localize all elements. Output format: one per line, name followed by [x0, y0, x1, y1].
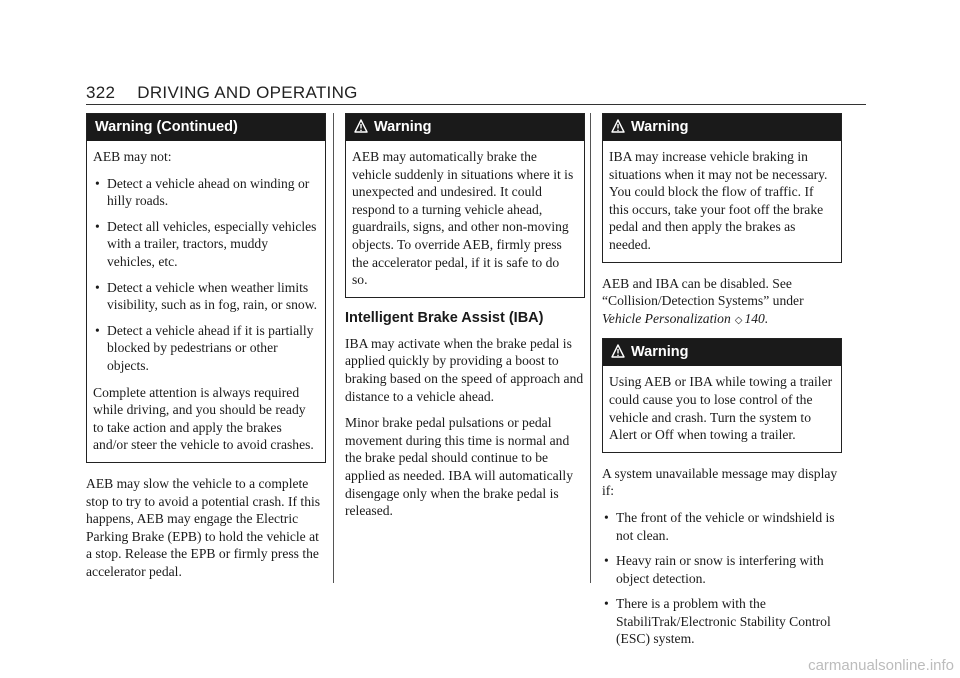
- column-2: [345, 113, 585, 529]
- unavailable-paragraph: A system unavailable message may display if:: [602, 465, 838, 499]
- list-item: • Detect a vehicle ahead if it is partially blocked by pedestrians or other objects.: [93, 322, 319, 375]
- warning-continued-box: [86, 113, 326, 463]
- list-item: • Heavy rain or snow is interfering with object detection.: [602, 552, 842, 587]
- warning-text: IBA may increase vehicle braking in situations when it may not be necessary. You could block the flow of traffic. If this occurs, take your foot off the brake pedal and then apply the brakes as needed.: [609, 149, 828, 252]
- column-divider: [333, 113, 334, 583]
- section-title: DRIVING AND OPERATING: [137, 83, 358, 102]
- warning-header: [603, 339, 841, 366]
- warning-continued-title: Warning (Continued): [95, 119, 238, 135]
- iba-paragraph: IBA may activate when the brake pedal is applied quickly by providing a boost to braking based on the speed of approach and distance to a vehicle ahead.: [345, 335, 584, 404]
- warning-text: AEB may automatically brake the vehicle suddenly in situations where it is unexpected and undesired. It could respond to a turning vehicle ahead, guardrails, signs, and other non-moving objects. To override AEB, firmly press the accelerator pedal, if it is safe to do so.: [352, 149, 574, 288]
- column-divider: [590, 113, 591, 583]
- warning-body: [603, 141, 841, 262]
- disable-paragraph: [602, 275, 842, 330]
- iba-pulsation-paragraph: Minor brake pedal pulsations or pedal movement during this time is normal and the brake pedal should continue to be applied as needed. IBA will automatically disengage only when the brake pedal is released.: [345, 415, 574, 519]
- page-reference[interactable]: 140: [744, 310, 765, 326]
- warning-title: Warning: [631, 344, 689, 361]
- unavailable-list: [602, 509, 842, 648]
- list-item: • There is a problem with the StabiliTrak/Electronic Stability Control (ESC) system.: [602, 595, 842, 648]
- warning-title: Warning: [374, 119, 432, 135]
- column-3: [602, 113, 842, 657]
- warning-body: [603, 366, 841, 451]
- warning-icon: [354, 119, 368, 133]
- header-rule: [86, 104, 866, 105]
- list-item: • Detect a vehicle ahead on winding or hilly roads.: [93, 175, 319, 210]
- warning-closing: Complete attention is always required while driving, and you should be ready to take action and apply the brakes and/or steer the vehicle to avoid crashes.: [93, 384, 314, 453]
- page-number: 322: [86, 83, 116, 102]
- disable-text: AEB and IBA can be disabled. See “Collision/Detection Systems” under: [602, 275, 804, 309]
- page-header: [86, 83, 358, 103]
- page-reference-icon: ◇: [734, 314, 743, 326]
- warning-continued-body: [87, 141, 325, 462]
- warning-header: [346, 114, 584, 141]
- section-heading: Intelligent Brake Assist (IBA): [345, 309, 544, 326]
- list-item: • The front of the vehicle or windshield is not clean.: [602, 509, 842, 544]
- column-1: [86, 113, 326, 589]
- aeb-stop-paragraph: AEB may slow the vehicle to a complete stop to try to avoid a potential crash. If this happens, AEB may engage the Electric Parking Brake (EPB) to hold the vehicle at a stop. Release the EPB or firmly press the accelerator pedal.: [86, 475, 321, 579]
- warning-icon: [611, 344, 625, 358]
- warning-box: [602, 113, 842, 263]
- warning-text: Using AEB or IBA while towing a trailer could cause you to lose control of the vehicle and crash. Turn the system to Alert or Off when towing a trailer.: [609, 374, 833, 443]
- vehicle-personalization-link[interactable]: Vehicle Personalization: [602, 310, 731, 326]
- warning-intro: AEB may not:: [93, 149, 172, 164]
- list-item: • Detect a vehicle when weather limits visibility, such as in fog, rain, or snow.: [93, 279, 319, 314]
- aeb-limitations-list: [93, 175, 319, 375]
- warning-box: [602, 338, 842, 452]
- watermark: carmanualsonline.info: [808, 657, 954, 674]
- warning-continued-header: [87, 114, 325, 141]
- warning-body: [346, 141, 584, 297]
- warning-box: [345, 113, 585, 298]
- warning-header: [603, 114, 841, 141]
- warning-icon: [611, 119, 625, 133]
- sentence-end: .: [764, 310, 769, 326]
- list-item: • Detect all vehicles, especially vehicles with a trailer, tractors, muddy vehicles, etc.: [93, 218, 319, 271]
- warning-title: Warning: [631, 119, 689, 135]
